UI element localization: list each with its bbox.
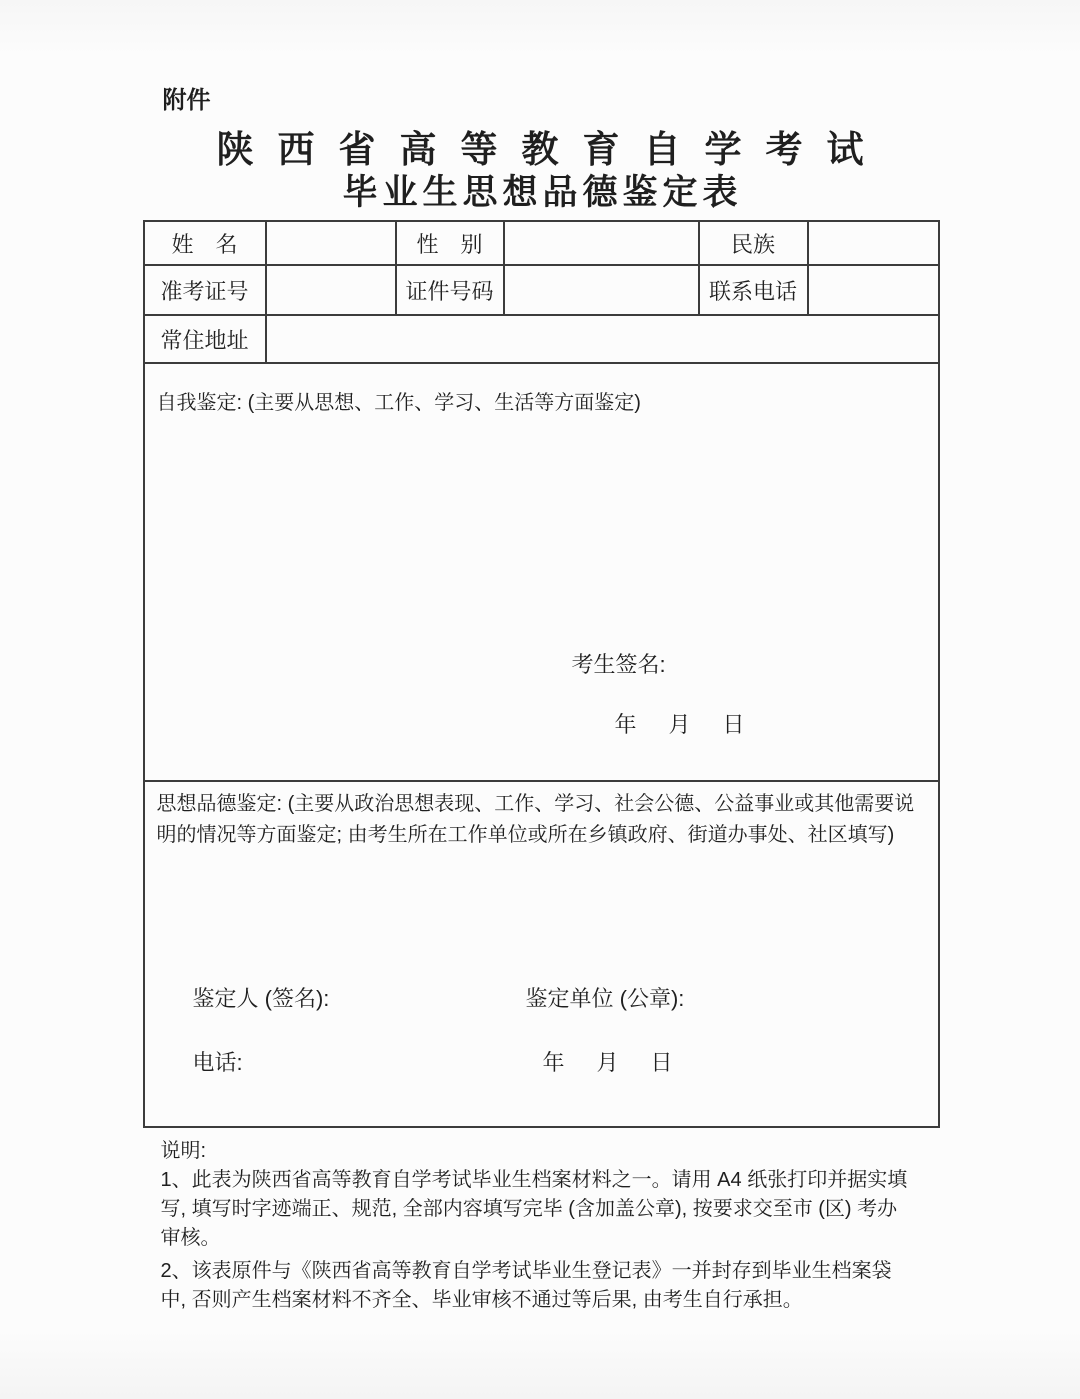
moral-review-date-label: 年 月 日 [542, 1050, 678, 1075]
row-self-review [144, 363, 939, 781]
self-review-cell [144, 363, 939, 781]
name-label-cell: 姓 名 [144, 221, 266, 265]
moral-review-cell [144, 781, 939, 1127]
moral-review-heading: 思想品德鉴定: (主要从政治思想表现、工作、学习、社会公德、公益事业或其他需要说明的情况等方面鉴定; 由考生所在工作单位或所在乡镇政府、街道办事处、社区填写) [156, 793, 915, 846]
document-title-line2: 毕业生思想品德鉴定表 [342, 173, 743, 212]
document-body [143, 0, 938, 1315]
appraiser-signature-label: 鉴定人 (签名): [192, 986, 330, 1011]
self-review-date-label: 年 月 日 [614, 712, 750, 737]
row-address [144, 315, 939, 363]
note-item-2: 2、该表原件与《陕西省高等教育自学考试毕业生登记表》一并封存到毕业生档案袋中, 否则产生档案材料不齐全、毕业审核不通过等后果, 由考生自行承担。 [160, 1260, 892, 1311]
self-review-heading: 自我鉴定: (主要从思想、工作、学习、生活等方面鉴定) [156, 392, 641, 414]
ethnicity-value-cell [808, 221, 939, 265]
address-value-cell [266, 315, 939, 363]
address-label-cell: 常住地址 [144, 315, 266, 363]
appraisal-unit-label: 鉴定单位 (公章): [525, 986, 685, 1011]
row-basic-info-1 [144, 221, 939, 265]
gender-label-cell: 性 别 [396, 221, 504, 265]
appraisal-form-table [143, 220, 940, 1128]
attachment-label: 附件 [162, 87, 211, 114]
notes-heading: 说明: [160, 1140, 207, 1162]
admission-ticket-label-cell: 准考证号 [144, 265, 266, 315]
contact-phone-value-cell [808, 265, 939, 315]
ethnicity-label-cell: 民族 [699, 221, 808, 265]
id-number-label-cell: 证件号码 [396, 265, 504, 315]
candidate-signature-label: 考生签名: [571, 652, 666, 677]
contact-phone-label-cell: 联系电话 [699, 265, 808, 315]
admission-ticket-value-cell [266, 265, 396, 315]
name-value-cell [266, 221, 396, 265]
gender-value-cell [504, 221, 699, 265]
document-title-line1: 陕西省高等教育自学考试 [216, 129, 888, 170]
note-item-1: 1、此表为陕西省高等教育自学考试毕业生档案材料之一。请用 A4 纸张打印并据实填写, 填写时字迹端正、规范, 全部内容填写完毕 (含加盖公章), 按要求交至市 (区) 考办审核。 [160, 1169, 908, 1249]
notes-section [143, 1137, 917, 1315]
row-basic-info-2 [144, 265, 939, 315]
id-number-value-cell [504, 265, 699, 315]
appraiser-phone-label: 电话: [192, 1050, 243, 1075]
row-moral-review [144, 781, 939, 1127]
